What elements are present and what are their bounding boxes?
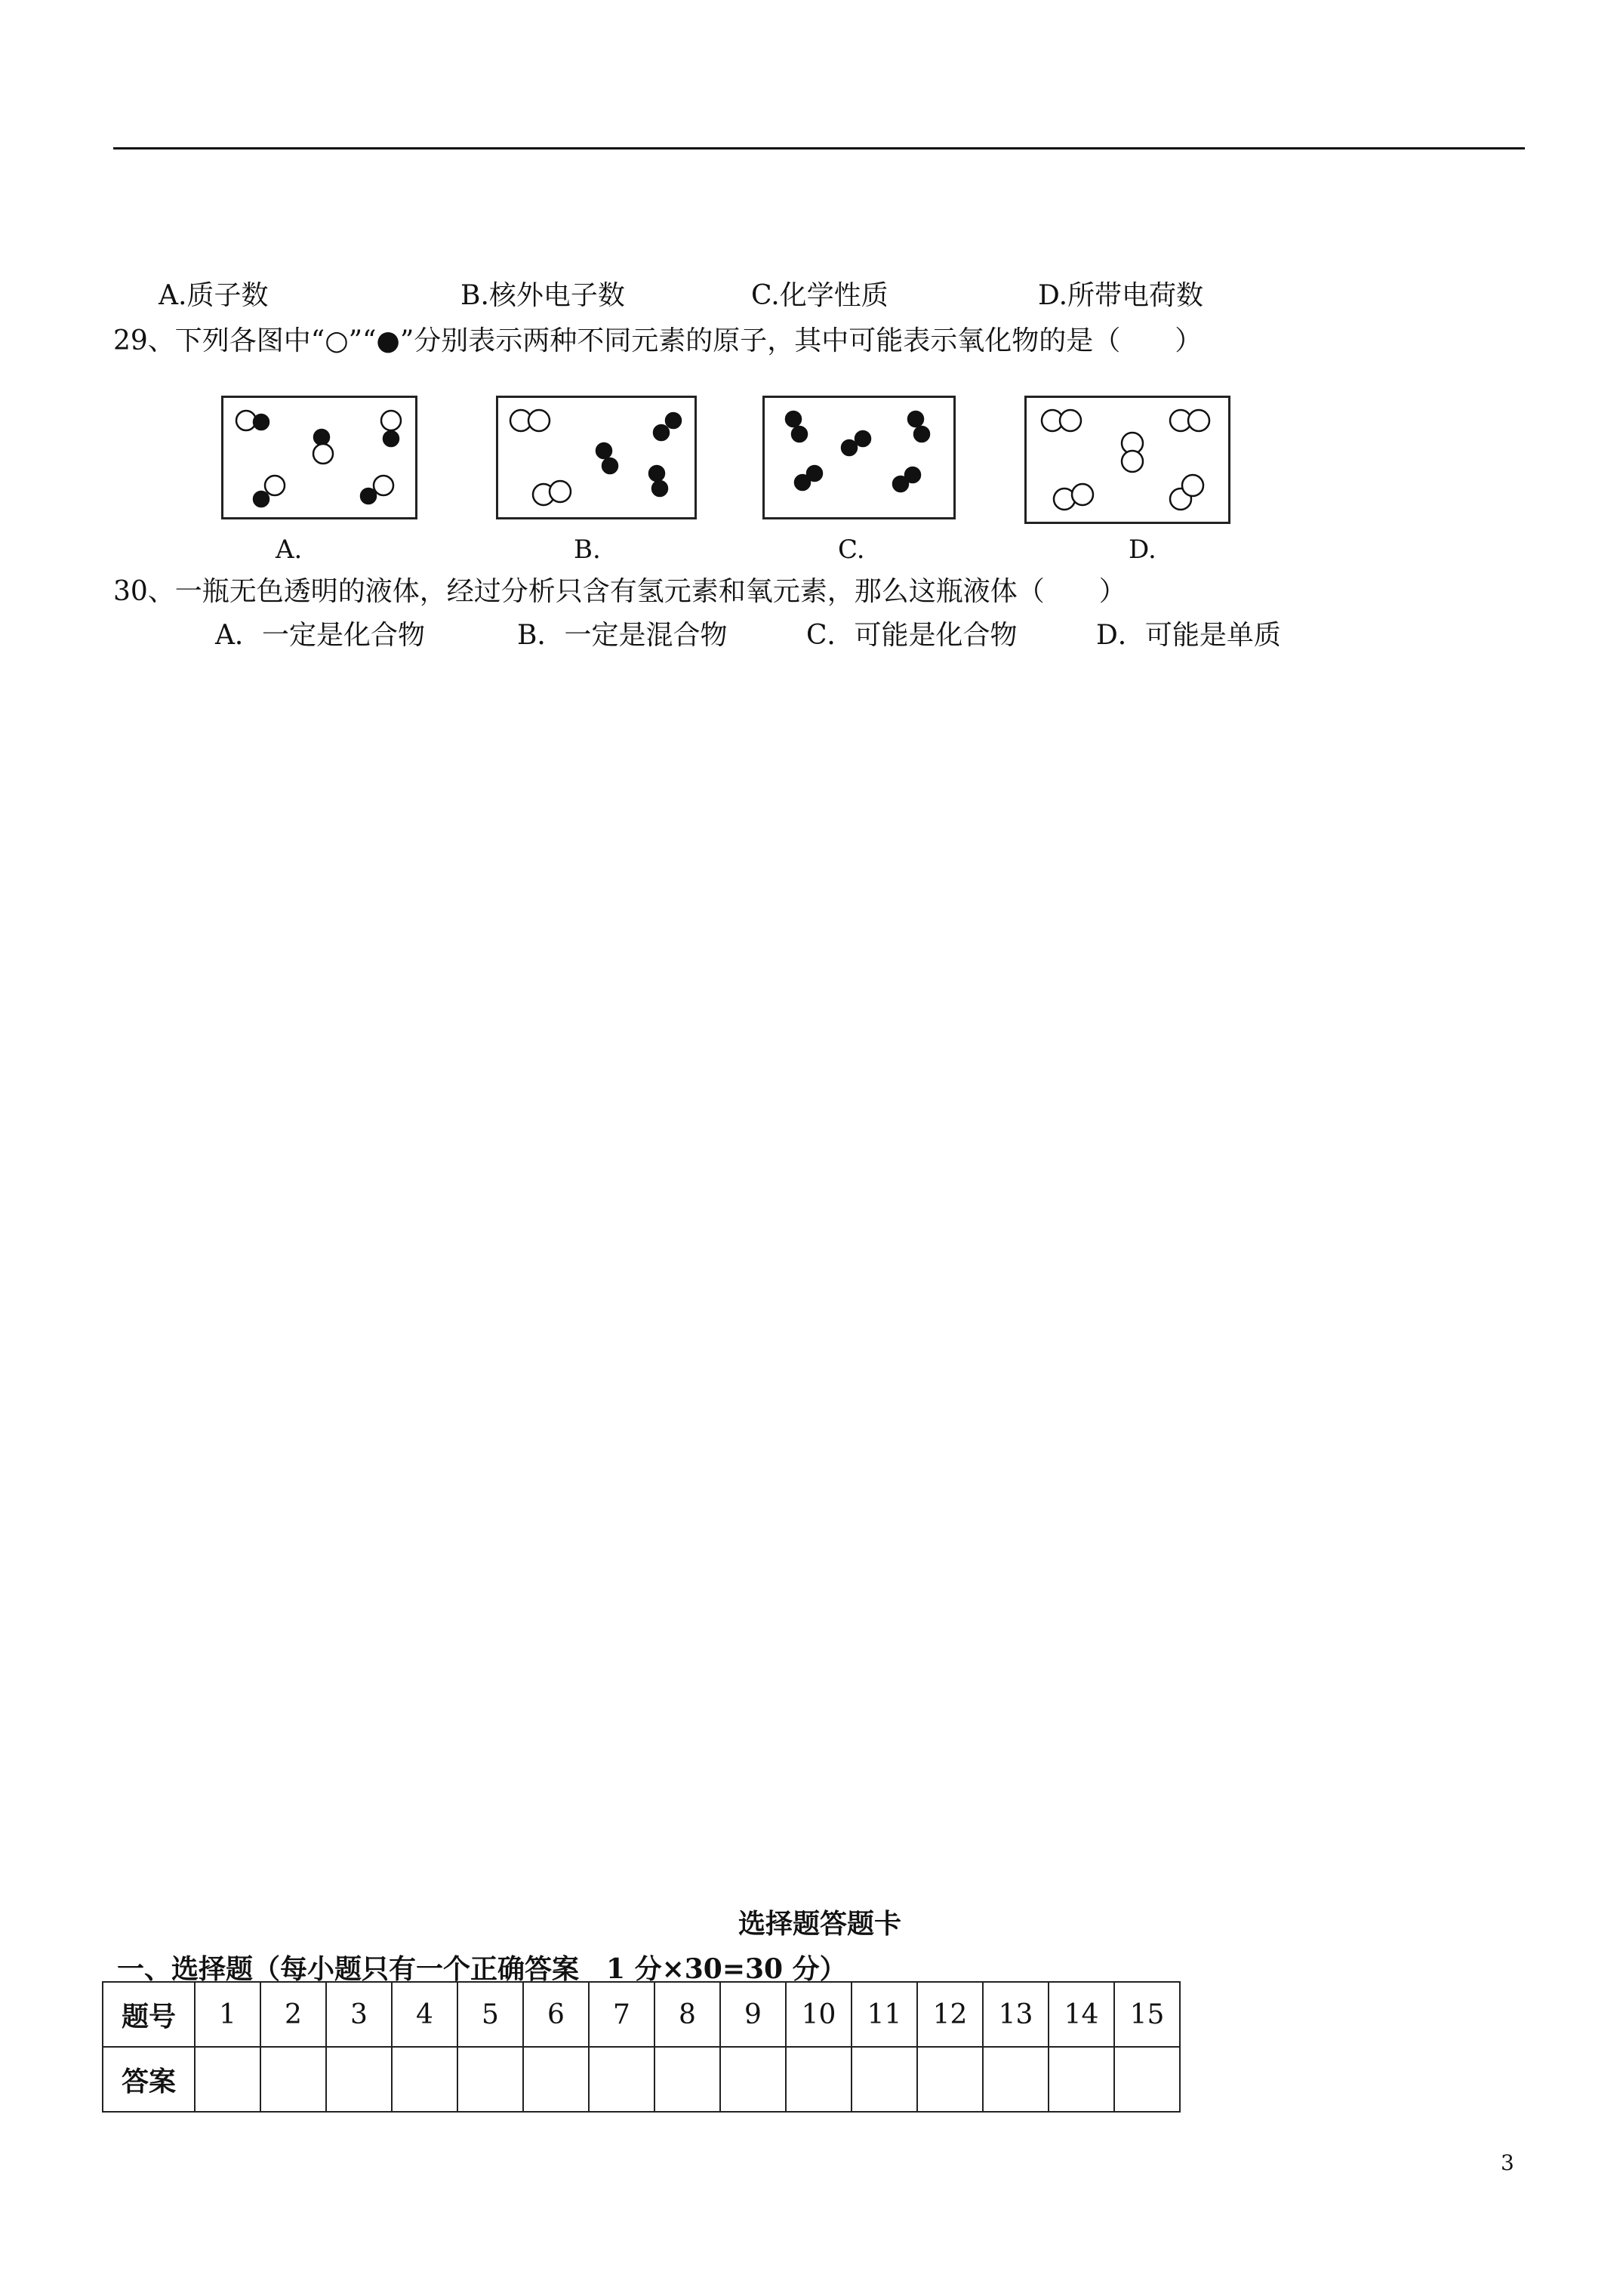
diagram-label-a: A. [276,535,303,565]
question-number: 10 [786,1982,852,2047]
molecule-diagram-a [223,398,415,517]
question-number: 7 [589,1982,654,2047]
question-number: 12 [917,1982,983,2047]
question-number: 13 [983,1982,1049,2047]
answer-cell[interactable] [523,2047,589,2112]
diagram-label-d: D. [1129,535,1156,565]
diagram-box-b [496,396,697,519]
answer-cell[interactable] [195,2047,260,2112]
q30-question: 30、一瓶无色透明的液体，经过分析只含有氢元素和氧元素，那么这瓶液体（ ） [113,576,1126,607]
question-number: 1 [195,1982,260,2047]
molecule-diagram-b [498,398,694,517]
answer-card-title: 选择题答题卡 [738,1908,902,1940]
question-number: 8 [654,1982,720,2047]
answer-cell[interactable] [917,2047,983,2112]
question-number: 9 [720,1982,786,2047]
q29-question: 29、下列各图中“○”“●”分别表示两种不同元素的原子，其中可能表示氧化物的是（ ） [113,325,1203,356]
question-number: 2 [260,1982,326,2047]
table-row-answers [103,2047,1180,2112]
answer-cell[interactable] [260,2047,326,2112]
diagram-box-c [762,396,956,519]
page-number: 3 [1501,2150,1514,2175]
diagram-label-c: C. [838,535,865,565]
table-row-numbers [103,1982,1180,2047]
question-number: 11 [852,1982,917,2047]
answer-cell[interactable] [392,2047,457,2112]
answer-cell[interactable] [1049,2047,1114,2112]
answer-cell[interactable] [983,2047,1049,2112]
question-number: 14 [1049,1982,1114,2047]
q30-option-d: D．可能是单质 [1096,620,1281,651]
row-header-number: 题号 [103,1982,195,2047]
question-number: 15 [1114,1982,1180,2047]
answer-card-section: 一、选择题（每小题只有一个正确答案 1 分×30=30 分） [117,1953,847,1985]
q30-option-c: C．可能是化合物 [806,620,1018,651]
question-number: 5 [457,1982,523,2047]
diagram-box-a [221,396,417,519]
header-rule [113,147,1525,149]
answer-cell[interactable] [326,2047,392,2112]
answer-cell[interactable] [1114,2047,1180,2112]
molecule-diagram-c [765,398,953,517]
q28-option-c: C.化学性质 [751,280,888,311]
answer-cell[interactable] [786,2047,852,2112]
q28-option-d: D.所带电荷数 [1038,280,1204,311]
question-number: 6 [523,1982,589,2047]
answer-cell[interactable] [654,2047,720,2112]
q30-option-b: B．一定是混合物 [517,620,728,651]
q28-option-a: A.质子数 [159,280,269,311]
diagram-label-b: B. [574,535,601,565]
question-number: 3 [326,1982,392,2047]
molecule-diagram-d [1027,398,1228,522]
answer-cell[interactable] [589,2047,654,2112]
question-number: 4 [392,1982,457,2047]
answer-card-table [102,1981,1181,2113]
diagram-box-d [1024,396,1230,524]
q30-option-a: A．一定是化合物 [215,620,425,651]
answer-cell[interactable] [852,2047,917,2112]
row-header-answer: 答案 [103,2047,195,2112]
q28-option-b: B.核外电子数 [460,280,625,311]
answer-cell[interactable] [720,2047,786,2112]
answer-cell[interactable] [457,2047,523,2112]
